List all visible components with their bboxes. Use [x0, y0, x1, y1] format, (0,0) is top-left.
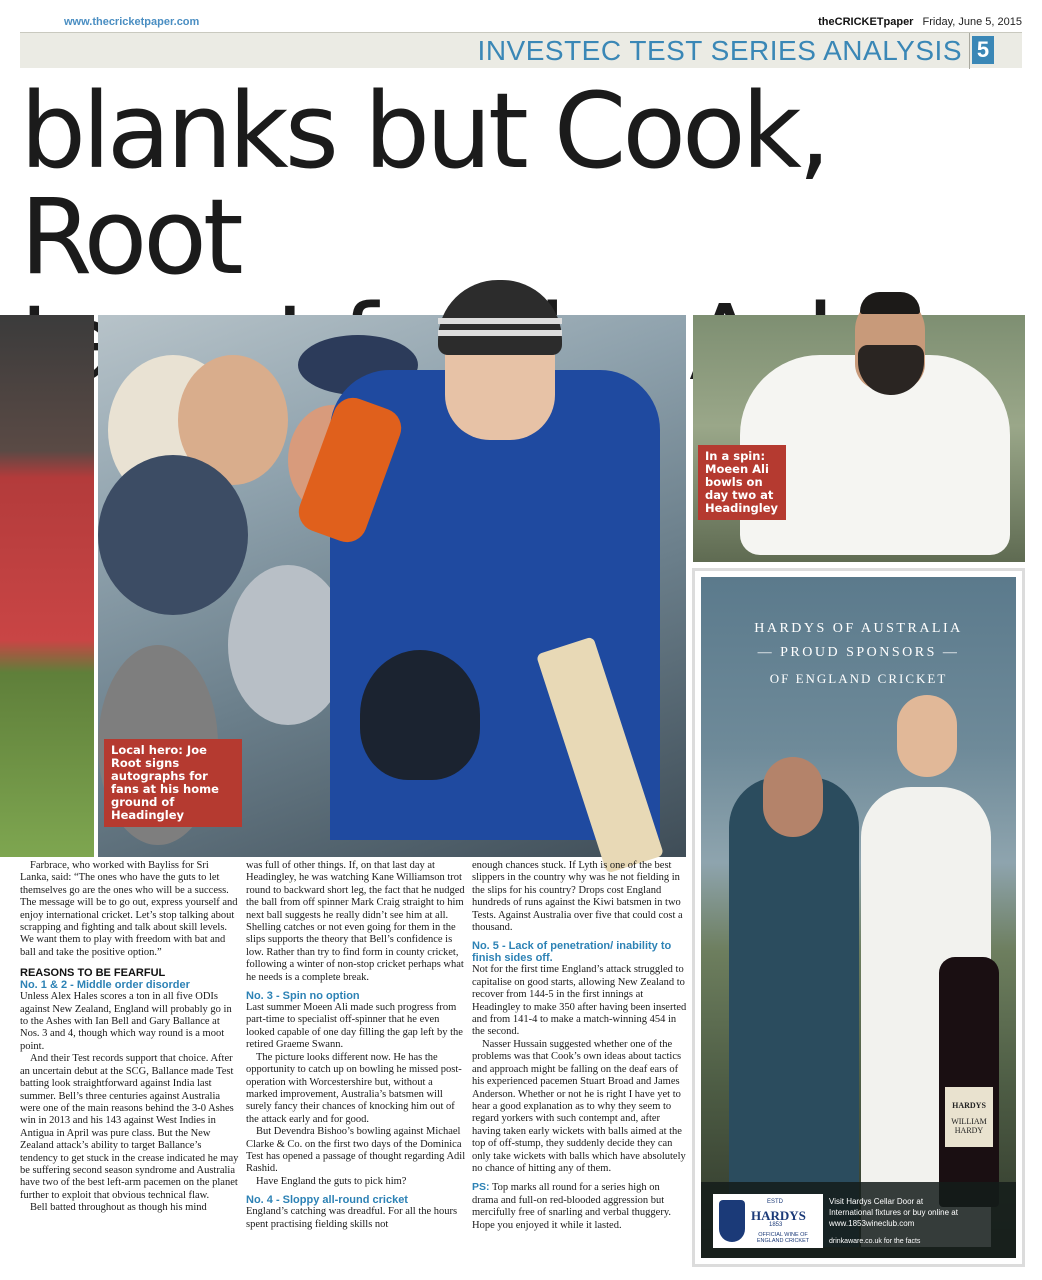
- paragraph: Unless Alex Hales scores a ton in all five ODIs against New Zealand, England will probably go in to the Ashes with Ian Bell and Gary Ballance at Nos. 3 and 4, though which way round is a moot point.: [20, 991, 232, 1052]
- beanie-stripe: [438, 318, 562, 324]
- site-url[interactable]: www.thecricketpaper.com: [64, 16, 200, 28]
- advert-man-right-head: [897, 695, 957, 777]
- logo-sub: OFFICIAL WINE OF ENGLAND CRICKET: [756, 1232, 810, 1244]
- advert-man-left-head: [763, 757, 823, 837]
- ps-text: Top marks all round for a series high on drama and full-on red-blooded aggression but mercifully free of snarling and verbal thuggery. Hope you enjoyed it while it lasted.: [472, 1182, 672, 1231]
- wine-bottle-label: [945, 1087, 993, 1147]
- photo-left-crop: [0, 315, 94, 857]
- paragraph: Have England the guts to pick him?: [256, 1175, 407, 1187]
- ecb-crest-icon: [719, 1200, 745, 1242]
- paragraph: enough chances stuck. If Lyth is one of the best slippers in the country why was he not fielding in the slips for his country? Drops cost England hundreds of runs against the Kiwi batsmen in two Tests. Against Australia over five that could cost a thousand.: [472, 860, 683, 934]
- bowler-hair: [860, 292, 920, 314]
- subheading: No. 5 - Lack of penetration/ inability to finish sides off.: [472, 940, 672, 965]
- logo-year: 1853: [769, 1222, 783, 1228]
- masthead: [818, 16, 1022, 28]
- headline-line-1: blanks but Cook, Root: [20, 70, 827, 298]
- crowd-figure: [98, 455, 248, 615]
- caption-joe-root: Local hero: Joe Root signs autographs for fans at his home ground of Headingley: [104, 739, 242, 827]
- paragraph: Bell batted throughout as though his mind: [30, 1202, 207, 1214]
- article-column-2: [246, 860, 466, 1231]
- page-number: 5: [972, 36, 994, 64]
- paragraph: Farbrace, who worked with Bayliss for Sri Lanka, said: “The ones who have the guts to let themselves go are the ones who will be a success. The message will be to go out, express yourself and enjoy international cricket. Let’s stop talking about scrapping and fighting and talk about skill levels. We want them to play with freedom with bat and ball and take the positive option.”: [20, 860, 238, 958]
- advert-headline: HARDYS OF AUSTRALIA: [754, 621, 963, 636]
- subheading: No. 1 & 2 - Middle order disorder: [20, 979, 190, 992]
- paragraph: Nasser Hussain suggested whether one of the problems was that Cook’s own ideas about tactics and approach might be falling on the deaf ears of his experienced pacemen Stuart Broad and James Anderson. Whether or not he is right I have yet to hear a good explanation as to why they seem to regard yorkers with such contempt and, after having taken early wickets with balls aimed at the top of off-stump, they suddenly decide they can only take wickets with balls which have absolutely no chance of hitting any of them.: [472, 1038, 686, 1174]
- caption-moeen-ali: In a spin: Moeen Ali bowls on day two at Headingley: [698, 445, 786, 520]
- advert-visit-text: [829, 1196, 969, 1229]
- reasons-heading: REASONS TO BE FEARFUL: [20, 967, 166, 980]
- advert-footer: [701, 1182, 1016, 1258]
- brand-name: theCRICKETpaper: [818, 16, 914, 28]
- helmet: [360, 650, 480, 780]
- section-band: [20, 32, 1022, 68]
- logo-estd: ESTD: [767, 1199, 784, 1205]
- paragraph: Last summer Moeen Ali made such progress from part-time to specialist off-spinner that he even looked capable of one day filling the gap left by the retired Graeme Swann.: [246, 1002, 463, 1051]
- hardys-advert[interactable]: [692, 568, 1025, 1267]
- paragraph: England’s catching was dreadful. For all the hours spent practising fielding skills not: [246, 1206, 458, 1230]
- visit-url[interactable]: www.1853wineclub.com: [829, 1219, 915, 1228]
- subheading: No. 3 - Spin no option: [246, 990, 360, 1003]
- subheading: No. 4 - Sloppy all-round cricket: [246, 1194, 408, 1207]
- hardys-logo: [713, 1194, 823, 1248]
- paragraph: The picture looks different now. He has the opportunity to catch up on bowling he missed post-operation with Worcestershire but, without a marked improvement, Australia’s batsmen will surely fancy their chances of knocking him out of the attack early and for good.: [246, 1051, 462, 1125]
- article-column-1: [20, 860, 240, 1215]
- wine-bottle: [939, 957, 999, 1207]
- top-bar: [20, 14, 1022, 32]
- logo-name: HARDYS: [751, 1208, 806, 1223]
- paragraph: And their Test records support that choice. After an uncertain debut at the SCG, Ballance made Test batting look straightforward against India last summer. Bell’s three centuries against Australia were one of the main reasons behind the 3-0 Ashes win in 2013 and his 143 against West Indies in Antigua in April was pure class. But the New Zealand attack’s ability to target Ballance’s tendency to get stuck in the crease indicated he may be suffering second season syndrome and Australia have two of the best left-arm pacemen on the planet further to exploit that obvious technical flaw.: [20, 1053, 239, 1201]
- drinkaware-text: drinkaware.co.uk for the facts: [829, 1238, 921, 1245]
- paragraph: was full of other things. If, on that last day at Headingley, he was watching Kane Williamson trot round to backward short leg, the fact that he nudged the ball from off spinner Mark Craig straight to him next ball suggests he really didn’t see him at all. Shelling catches or not even going for them in the slips supports the theory that Bell’s confidence is low. Rather than try to find form in county cricket, following a winter of non-stop cricket perhaps what he needs is a complete break.: [246, 860, 465, 983]
- ps-paragraph: [472, 1181, 688, 1232]
- section-title: INVESTEC TEST SERIES ANALYSIS: [477, 35, 962, 66]
- bottle-brand: HARDYS: [952, 1101, 986, 1110]
- ps-label: PS:: [472, 1181, 490, 1194]
- advert-image: [701, 577, 1016, 1258]
- paragraph: Not for the first time England’s attack struggled to capitalise on good starts, allowing New Zealand to recover from 144-5 in the first innings at Headingley to make 350 after having been inserted and from 141-4 to make a match-winning 454 in the second.: [472, 964, 687, 1038]
- advert-subline-2: OF ENGLAND CRICKET: [769, 671, 948, 686]
- divider: [969, 33, 970, 69]
- visit-text: Visit Hardys Cellar Door at International fixtures or buy online at: [829, 1197, 958, 1217]
- advert-man-left: [729, 777, 859, 1247]
- bottle-name: WILLIAM HARDY: [951, 1117, 987, 1135]
- paragraph: But Devendra Bishoo’s bowling against Michael Clarke & Co. on the first two days of the Dominica Test has opened a passage of thought regarding Adil Rashid.: [246, 1126, 466, 1175]
- article-column-3: [472, 860, 688, 1232]
- issue-date: Friday, June 5, 2015: [922, 16, 1022, 28]
- advert-subline: — PROUD SPONSORS —: [757, 645, 960, 660]
- beanie-stripe: [438, 330, 562, 336]
